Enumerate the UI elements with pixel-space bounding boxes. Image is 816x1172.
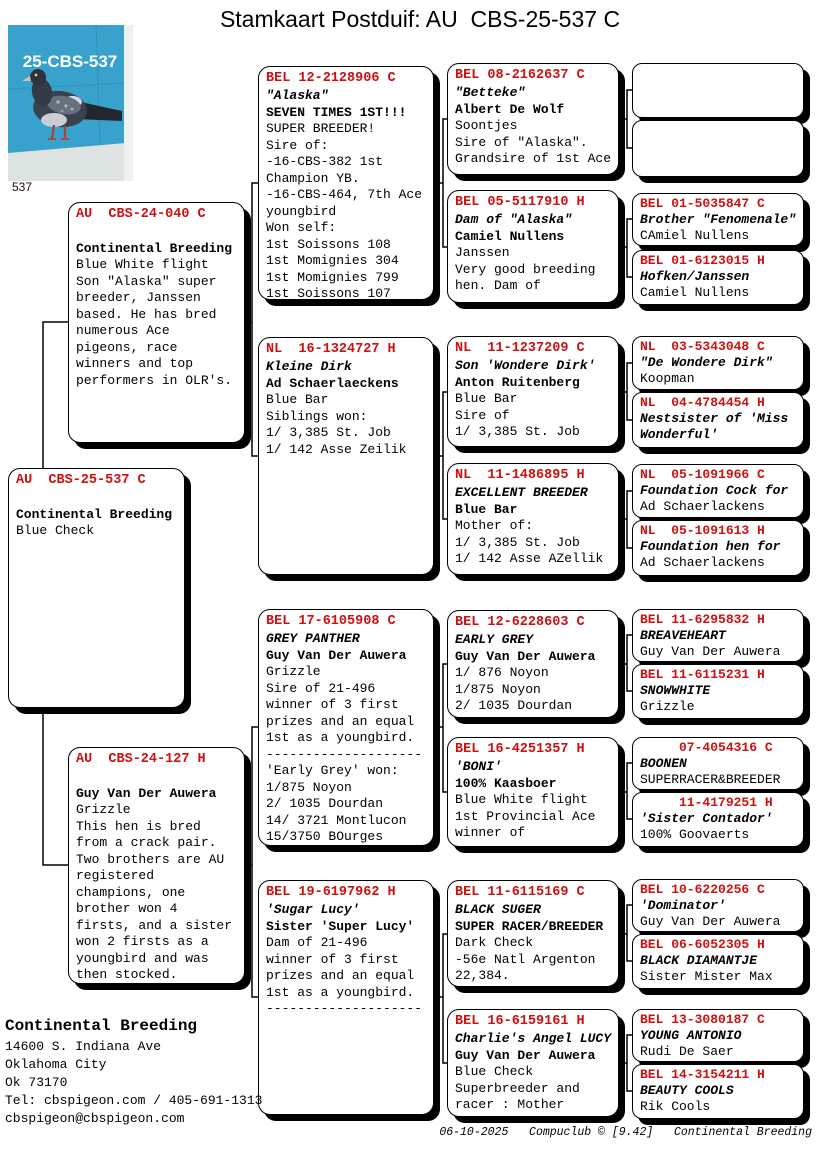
box-text-line: BLACK SUGER xyxy=(455,902,541,917)
box-text-line: Dark Check xyxy=(455,935,534,950)
box-text-line: Koopman xyxy=(640,371,695,386)
box-text-line: Blue Bar xyxy=(455,501,518,517)
contact-tel-line: Tel: cbspigeon.com / 405-691-1313 xyxy=(5,1093,263,1108)
box-header: 07-4054316 C xyxy=(640,740,773,755)
box-header: BEL 16-6159161 H xyxy=(455,1014,585,1029)
box-text-line: Superbreeder and xyxy=(455,1080,580,1096)
box-text-line xyxy=(16,490,180,507)
box-text-line: Won self: xyxy=(266,220,337,235)
pedigree-box-nl-16-1324727 xyxy=(258,337,434,575)
pedigree-box-nl-04-4784454 xyxy=(632,392,804,448)
box-text-line: Dam of 21-496 xyxy=(266,935,368,950)
box-text-line: SUPERRACER&BREEDER xyxy=(640,772,781,787)
footer-credit: 06-10-2025 Compuclub © [9.42] Continental Breeding xyxy=(439,1126,812,1139)
box-header: BEL 13-3080187 C xyxy=(640,1012,765,1027)
box-text-line: -56e Natl Argenton xyxy=(455,951,596,967)
pedigree-box-au-cbs-24-040 xyxy=(68,202,245,443)
pedigree-box-bel-12-2128906 xyxy=(258,66,434,300)
pedigree-box-nl-11-1237209 xyxy=(447,336,619,447)
box-text-line: breeder, Janssen xyxy=(76,290,201,305)
box-text-line: 1st as a youngbird. xyxy=(266,730,415,745)
box-text-line: This hen is bred xyxy=(76,818,201,834)
pedigree-box-bel-06-6052305 xyxy=(632,934,804,989)
box-text-line: 100% Goovaerts xyxy=(640,827,750,842)
loft-name: Continental Breeding xyxy=(5,1017,198,1035)
box-text-line: from a crack pair. xyxy=(76,835,217,850)
box-body xyxy=(266,902,429,1018)
box-body xyxy=(16,490,180,540)
pedigree-box-au-cbs-25-537 xyxy=(8,468,185,708)
box-text-line: 1/ 142 Asse Zeilik xyxy=(266,441,407,457)
box-text-line: Siblings won: xyxy=(266,408,368,424)
box-text-line: Brother "Fenomenale" xyxy=(640,212,797,227)
box-body xyxy=(455,358,614,441)
box-text-line: based. He has bred xyxy=(76,306,217,322)
box-text-line: Guy Van Der Auwera xyxy=(640,644,781,659)
box-text-line: Blue Bar xyxy=(266,392,329,407)
pedigree-box-bel-11-6115169 xyxy=(447,880,619,987)
box-body xyxy=(640,953,799,985)
box-text-line: CAmiel Nullens xyxy=(640,228,750,243)
box-body xyxy=(640,483,799,515)
pedigree-box-bel-10-6220256 xyxy=(632,879,804,932)
box-text-line: -------------------- xyxy=(266,746,423,762)
box-body xyxy=(455,759,614,842)
box-text-line: 1/875 Noyon xyxy=(455,681,541,697)
box-header: NL 05-1091966 C xyxy=(640,467,765,482)
box-header: AU CBS-24-040 C xyxy=(76,207,206,222)
box-text-line: BOONEN xyxy=(640,756,687,771)
box-text-line: performers in OLR's. xyxy=(76,372,233,388)
box-text-line: racer : Mother xyxy=(455,1097,565,1112)
box-text-line xyxy=(76,769,240,786)
box-text-line: Son "Alaska" super xyxy=(76,273,217,289)
box-text-line: Ad Schaerlackens xyxy=(640,555,765,570)
box-text-line: Guy Van Der Auwera xyxy=(455,1047,596,1063)
box-text-line: Camiel Nullens xyxy=(640,285,750,300)
pedigree-box-nl-05-1091966 xyxy=(632,464,804,518)
box-text-line: Blue Check xyxy=(16,523,95,538)
box-body xyxy=(455,902,614,985)
box-text-line: Rudi De Saer xyxy=(640,1044,734,1059)
box-text-line: "De Wondere Dirk" xyxy=(640,355,773,370)
box-header: AU CBS-24-127 H xyxy=(76,752,206,767)
box-text-line: Two brothers are AU xyxy=(76,851,225,867)
pedigree-box-nl-05-1091613 xyxy=(632,520,804,576)
box-header: NL 04-4784454 H xyxy=(640,395,765,410)
box-text-line: champions, one xyxy=(76,884,186,900)
box-text-line: winners and top xyxy=(76,356,194,371)
box-text-line: 'Early Grey' won: xyxy=(266,763,399,778)
box-text-line: 1st Provincial Ace xyxy=(455,808,596,824)
box-text-line: Anton Ruitenberg xyxy=(455,374,580,390)
box-header: NL 05-1091613 H xyxy=(640,523,765,538)
box-text-line: 'BONI' xyxy=(455,759,502,774)
box-text-line: YOUNG ANTONIO xyxy=(640,1028,742,1043)
box-body xyxy=(640,628,799,660)
box-text-line: Albert De Wolf xyxy=(455,101,565,117)
box-text-line: Camiel Nullens xyxy=(455,228,565,244)
box-text-line: Sire of: xyxy=(266,137,329,153)
box-text-line: Grandsire of 1st Ace xyxy=(455,151,612,166)
pedigree-box-07-4054316 xyxy=(632,737,804,790)
box-body xyxy=(640,756,799,788)
box-body xyxy=(266,88,429,300)
contact-city-line: Oklahoma City xyxy=(5,1057,107,1072)
box-text-line: prizes and an equal xyxy=(266,968,415,983)
box-text-line: Very good breeding xyxy=(455,261,596,277)
box-text-line: 2/ 1035 Dourdan xyxy=(266,796,384,811)
box-text-line: 1st Soissons 108 xyxy=(266,236,391,252)
pedigree-box-empty-2 xyxy=(632,120,804,177)
box-text-line: Nestsister of 'Miss xyxy=(640,411,789,426)
box-text-line: SEVEN TIMES 1ST!!! xyxy=(266,104,407,120)
box-text-line: youngbird and was xyxy=(76,950,209,966)
box-header: BEL 01-5035847 C xyxy=(640,196,765,211)
box-text-line: 22,384. xyxy=(455,968,510,983)
box-text-line: Blue Bar xyxy=(455,391,518,406)
box-text-line: Ad Schaerlaeckens xyxy=(266,375,399,391)
box-body xyxy=(640,355,799,387)
box-text-line: 'Sugar Lucy' xyxy=(266,902,360,917)
pedigree-box-nl-11-1486895 xyxy=(447,463,619,575)
pedigree-box-bel-19-6197962 xyxy=(258,880,434,1115)
box-header: BEL 17-6105908 C xyxy=(266,614,396,629)
box-text-line: Foundation hen for xyxy=(640,539,781,554)
box-text-line: EXCELLENT BREEDER xyxy=(455,485,588,500)
pedigree-box-bel-17-6105908 xyxy=(258,609,434,846)
box-body xyxy=(455,85,614,168)
box-text-line: pigeons, race xyxy=(76,339,178,355)
box-text-line: 1/ 142 Asse AZellik xyxy=(455,551,604,566)
box-text-line xyxy=(76,224,240,241)
box-header: NL 03-5343048 C xyxy=(640,339,765,354)
pigeon-photo-art xyxy=(8,25,133,181)
box-header: NL 11-1486895 H xyxy=(455,468,585,483)
box-header: BEL 01-6123015 H xyxy=(640,253,765,268)
box-body xyxy=(640,539,799,571)
box-text-line: registered xyxy=(76,868,155,883)
box-text-line: 1/ 3,385 St. Job xyxy=(455,424,580,439)
pedigree-box-bel-16-6159161 xyxy=(447,1009,619,1117)
box-text-line: GREY PANTHER xyxy=(266,631,360,646)
box-body xyxy=(640,898,799,930)
page-title: Stamkaart Postduif: AU CBS-25-537 C xyxy=(219,6,621,32)
box-header: BEL 14-3154211 H xyxy=(640,1067,765,1082)
box-header: BEL 11-6295832 H xyxy=(640,612,765,627)
box-text-line: Wonderful' xyxy=(640,427,719,442)
box-text-line: 'Sister Contador' xyxy=(640,811,773,826)
contact-block xyxy=(5,1014,262,1128)
box-text-line: Charlie's Angel LUCY xyxy=(455,1031,612,1046)
box-text-line: youngbird xyxy=(266,203,337,219)
box-header: NL 11-1237209 C xyxy=(455,341,585,356)
box-text-line: winner of xyxy=(455,825,526,840)
ring-number-label: 25-CBS-537 xyxy=(22,52,118,71)
box-text-line: -------------------- xyxy=(266,1001,423,1016)
pigeon-photo xyxy=(8,25,133,181)
box-text-line: Sire of xyxy=(455,407,510,423)
box-text-line: Champion YB. xyxy=(266,170,360,186)
box-text-line: 2/ 1035 Dourdan xyxy=(455,698,573,713)
contact-state-zip-line: Ok 73170 xyxy=(5,1075,68,1090)
box-text-line: 1st Momignies 304 xyxy=(266,253,399,268)
box-text-line: -16-CBS-382 1st xyxy=(266,154,384,169)
box-text-line: Continental Breeding xyxy=(76,240,233,256)
box-text-line: Ad Schaerlackens xyxy=(640,499,765,514)
box-body xyxy=(640,1028,799,1060)
pedigree-box-bel-11-6115231 xyxy=(632,664,804,719)
box-body xyxy=(76,224,240,389)
box-body xyxy=(455,485,614,568)
box-text-line: Sire of "Alaska". xyxy=(455,134,588,150)
box-text-line: 'Dominator' xyxy=(640,898,726,913)
pedigree-box-au-cbs-24-127 xyxy=(68,747,245,984)
photo-caption: 537 xyxy=(12,180,33,194)
box-text-line: numerous Ace xyxy=(76,323,170,338)
box-body xyxy=(640,1083,799,1115)
box-body xyxy=(640,212,799,244)
pedigree-box-bel-05-5117910 xyxy=(447,190,619,303)
box-text-line: won 2 firsts as a xyxy=(76,934,209,949)
box-text-line: firsts, and a sister xyxy=(76,917,233,933)
box-body xyxy=(455,632,614,715)
box-header: BEL 16-4251357 H xyxy=(455,742,585,757)
box-text-line: Dam of "Alaska" xyxy=(455,212,573,227)
box-text-line: Rik Cools xyxy=(640,1099,711,1114)
pedigree-box-bel-14-3154211 xyxy=(632,1064,804,1119)
pedigree-box-bel-13-3080187 xyxy=(632,1009,804,1062)
pedigree-box-bel-08-2162637 xyxy=(447,63,619,175)
box-header: BEL 11-6115231 H xyxy=(640,667,765,682)
box-text-line: 1st Soissons 107 xyxy=(266,286,391,300)
box-text-line: Continental Breeding xyxy=(16,506,173,522)
box-header: BEL 12-6228603 C xyxy=(455,615,585,630)
box-text-line: SUPER RACER/BREEDER xyxy=(455,918,604,934)
box-text-line: 15/3750 BOurges xyxy=(266,829,384,844)
pedigree-box-bel-16-4251357 xyxy=(447,737,619,847)
box-text-line: "Alaska" xyxy=(266,88,329,103)
box-text-line: prizes and an equal xyxy=(266,713,415,729)
box-text-line: 1/ 876 Noyon xyxy=(455,665,549,680)
box-body xyxy=(455,212,614,295)
box-text-line: then stocked. xyxy=(76,967,178,982)
box-text-line: Blue White flight xyxy=(76,257,209,272)
box-header: BEL 11-6115169 C xyxy=(455,885,585,900)
box-text-line: Soontjes xyxy=(455,118,518,133)
box-text-line: winner of 3 first xyxy=(266,951,399,967)
box-text-line: Guy Van Der Auwera xyxy=(76,785,217,801)
box-text-line: Kleine Dirk xyxy=(266,359,352,374)
box-body xyxy=(266,359,429,458)
box-text-line: brother won 4 xyxy=(76,901,178,916)
box-header: BEL 10-6220256 C xyxy=(640,882,765,897)
box-text-line: 100% Kaasboer xyxy=(455,775,557,791)
box-text-line: Hofken/Janssen xyxy=(640,269,750,284)
box-text-line: Grizzle xyxy=(640,699,695,714)
pedigree-box-bel-11-6295832 xyxy=(632,609,804,662)
box-text-line: 1st Momignies 799 xyxy=(266,269,399,285)
box-text-line: -16-CBS-464, 7th Ace xyxy=(266,187,423,202)
pedigree-box-nl-03-5343048 xyxy=(632,336,804,390)
box-body xyxy=(640,269,799,301)
box-text-line: Sister Mister Max xyxy=(640,969,773,984)
pedigree-box-bel-01-6123015 xyxy=(632,250,804,305)
pedigree-box-bel-12-6228603 xyxy=(447,610,619,718)
box-body xyxy=(640,411,799,443)
box-header: NL 16-1324727 H xyxy=(266,342,396,357)
box-text-line: Mother of: xyxy=(455,518,534,533)
box-text-line: SNOWWHITE xyxy=(640,683,711,698)
box-text-line: Janssen xyxy=(455,245,510,260)
contact-email-line: cbspigeon@cbspigeon.com xyxy=(5,1111,185,1126)
pedigree-box-11-4179251 xyxy=(632,792,804,847)
box-text-line: winner of 3 first xyxy=(266,697,399,712)
box-header: AU CBS-25-537 C xyxy=(16,473,146,488)
box-text-line: Grizzle xyxy=(76,802,131,817)
box-text-line: Son 'Wondere Dirk' xyxy=(455,358,596,373)
pedigree-box-bel-01-5035847 xyxy=(632,193,804,246)
contact-address-line: 14600 S. Indiana Ave xyxy=(5,1039,162,1054)
box-header: BEL 08-2162637 C xyxy=(455,68,585,83)
box-header: 11-4179251 H xyxy=(640,795,773,810)
box-text-line: 1/ 3,385 St. Job xyxy=(266,425,391,440)
box-text-line: Sister 'Super Lucy' xyxy=(266,918,415,934)
box-text-line: BLACK DIAMANTJE xyxy=(640,953,758,968)
box-text-line: "Betteke" xyxy=(455,85,526,100)
box-text-line: EARLY GREY xyxy=(455,632,534,647)
box-text-line: Sire of 21-496 xyxy=(266,680,376,696)
box-body xyxy=(76,769,240,984)
box-text-line: 1st as a youngbird. xyxy=(266,984,415,1000)
box-text-line: hen. Dam of xyxy=(455,278,541,293)
box-text-line: Grizzle xyxy=(266,664,321,679)
box-body xyxy=(455,1031,614,1114)
box-text-line: Guy Van Der Auwera xyxy=(640,914,781,929)
box-header: BEL 06-6052305 H xyxy=(640,937,765,952)
box-text-line: Blue Check xyxy=(455,1064,534,1079)
box-text-line: SUPER BREEDER! xyxy=(266,121,376,136)
box-text-line: Blue White flight xyxy=(455,792,588,807)
box-header: BEL 19-6197962 H xyxy=(266,885,396,900)
box-header: BEL 12-2128906 C xyxy=(266,71,396,86)
box-text-line: Guy Van Der Auwera xyxy=(266,647,407,663)
box-body xyxy=(266,631,429,846)
box-text-line: BEAUTY COOLS xyxy=(640,1083,734,1098)
box-body xyxy=(640,683,799,715)
box-body xyxy=(640,811,799,843)
box-text-line: BREAVEHEART xyxy=(640,628,726,643)
box-text-line: 1/875 Noyon xyxy=(266,779,352,795)
box-header: BEL 05-5117910 H xyxy=(455,195,585,210)
box-text-line: Foundation Cock for xyxy=(640,483,789,498)
pedigree-box-empty-1 xyxy=(632,63,804,118)
box-text-line: 14/ 3721 Montlucon xyxy=(266,812,407,828)
box-text-line: 1/ 3,385 St. Job xyxy=(455,534,580,550)
box-text-line: Guy Van Der Auwera xyxy=(455,648,596,664)
